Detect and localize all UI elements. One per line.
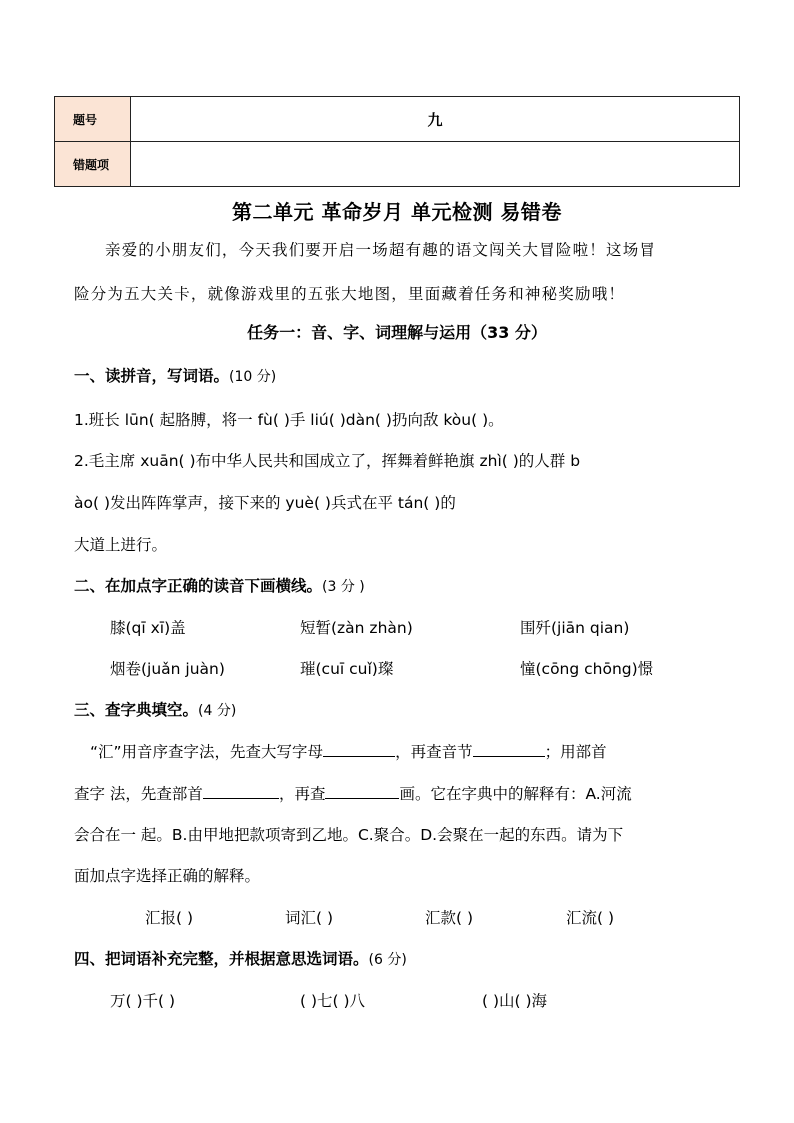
header-table [54,96,740,187]
q3-line-2c: 画。它在字典中的解释有：A.河流 [399,785,632,803]
q3-line-2a: 查字 法，先查部首 [74,785,203,803]
q3-item-2[interactable]: 词汇( ) [285,909,334,927]
q2-item-4[interactable]: 烟卷(juǎn juàn) [110,660,225,678]
q1-heading [74,364,276,386]
q2-item-2[interactable]: 短暂(zàn zhàn) [300,619,413,637]
q1-line-2[interactable]: 2.毛主席 xuān( )布中华人民共和国成立了，挥舞着鲜艳旗 zhì( )的人群 b [74,452,581,470]
q3-points: (4 分) [198,703,237,719]
q3-line-1c: ；用部首 [544,743,607,761]
q4-points: (6 分) [368,952,407,968]
q3-line-2 [74,782,632,804]
intro-line-2: 险分为五大关卡，就像游戏里的五张大地图，里面藏着任务和神秘奖励哦！ [74,285,626,303]
q4-heading [74,947,407,969]
q3-item-3[interactable]: 汇款( ) [425,909,474,927]
q3-line-3: 会合在一 起。B.由甲地把款项寄到乙地。C.聚合。D.会聚在一起的东西。请为下 [74,826,624,844]
q4-item-2[interactable]: ( )七( )八 [300,992,366,1010]
q2-item-1[interactable]: 膝(qī xī)盖 [110,619,186,637]
q2-item-6[interactable]: 憧(cōng chōng)憬 [520,660,654,678]
q2-item-5[interactable]: 璀(cuī cuǐ)璨 [300,660,394,678]
q2-points: (3 分 ) [322,579,365,595]
blank-strokes[interactable] [325,783,399,799]
blank-syllable[interactable] [473,741,545,757]
q3-heading-text: 三、查字典填空。 [74,701,199,719]
q1-heading-text: 一、读拼音，写词语。 [74,367,230,385]
q3-item-1[interactable]: 汇报( ) [145,909,194,927]
q4-heading-text: 四、把词语补充完整，并根据意思选词语。 [74,950,369,968]
q4-item-1[interactable]: 万( )千( ) [110,992,176,1010]
blank-letter[interactable] [323,741,395,757]
wrong-item-label: 错题项 [55,142,131,187]
q3-item-4[interactable]: 汇流( ) [566,909,615,927]
q1-points: (10 分) [229,369,277,385]
question-number-value: 九 [131,97,740,142]
q3-line-1 [90,740,607,762]
q3-line-2b: ，再查 [278,785,326,803]
q3-heading [74,698,236,720]
task1-heading: 任务一：音、字、词理解与运用（33 分） [247,323,547,342]
q3-line-4: 面加点字选择正确的解释。 [74,867,261,885]
blank-radical[interactable] [203,783,279,799]
q1-line-3[interactable]: ào( )发出阵阵掌声，接下来的 yuè( )兵式在平 tán( )的 [74,494,456,512]
q3-line-1a: “汇”用音序查字法，先查大写字母 [90,743,324,761]
page-title: 第二单元 革命岁月 单元检测 易错卷 [232,200,562,224]
q2-heading [74,574,365,596]
question-number-label: 题号 [55,97,131,142]
q4-item-3[interactable]: ( )山( )海 [482,992,548,1010]
q2-heading-text: 二、在加点字正确的读音下画横线。 [74,577,323,595]
q1-line-1[interactable]: 1.班长 lūn( 起胳膊，将一 fù( )手 liú( )dàn( )扔向敌 kòu( )。 [74,411,504,429]
q2-item-3[interactable]: 围歼(jiān qian) [520,619,630,637]
q1-line-4: 大道上进行。 [74,536,168,554]
intro-line-1: 亲爱的小朋友们，今天我们要开启一场超有趣的语文闯关大冒险啦！这场冒 [105,241,657,259]
wrong-item-value[interactable] [131,142,740,187]
q3-line-1b: ，再查音节 [395,743,473,761]
